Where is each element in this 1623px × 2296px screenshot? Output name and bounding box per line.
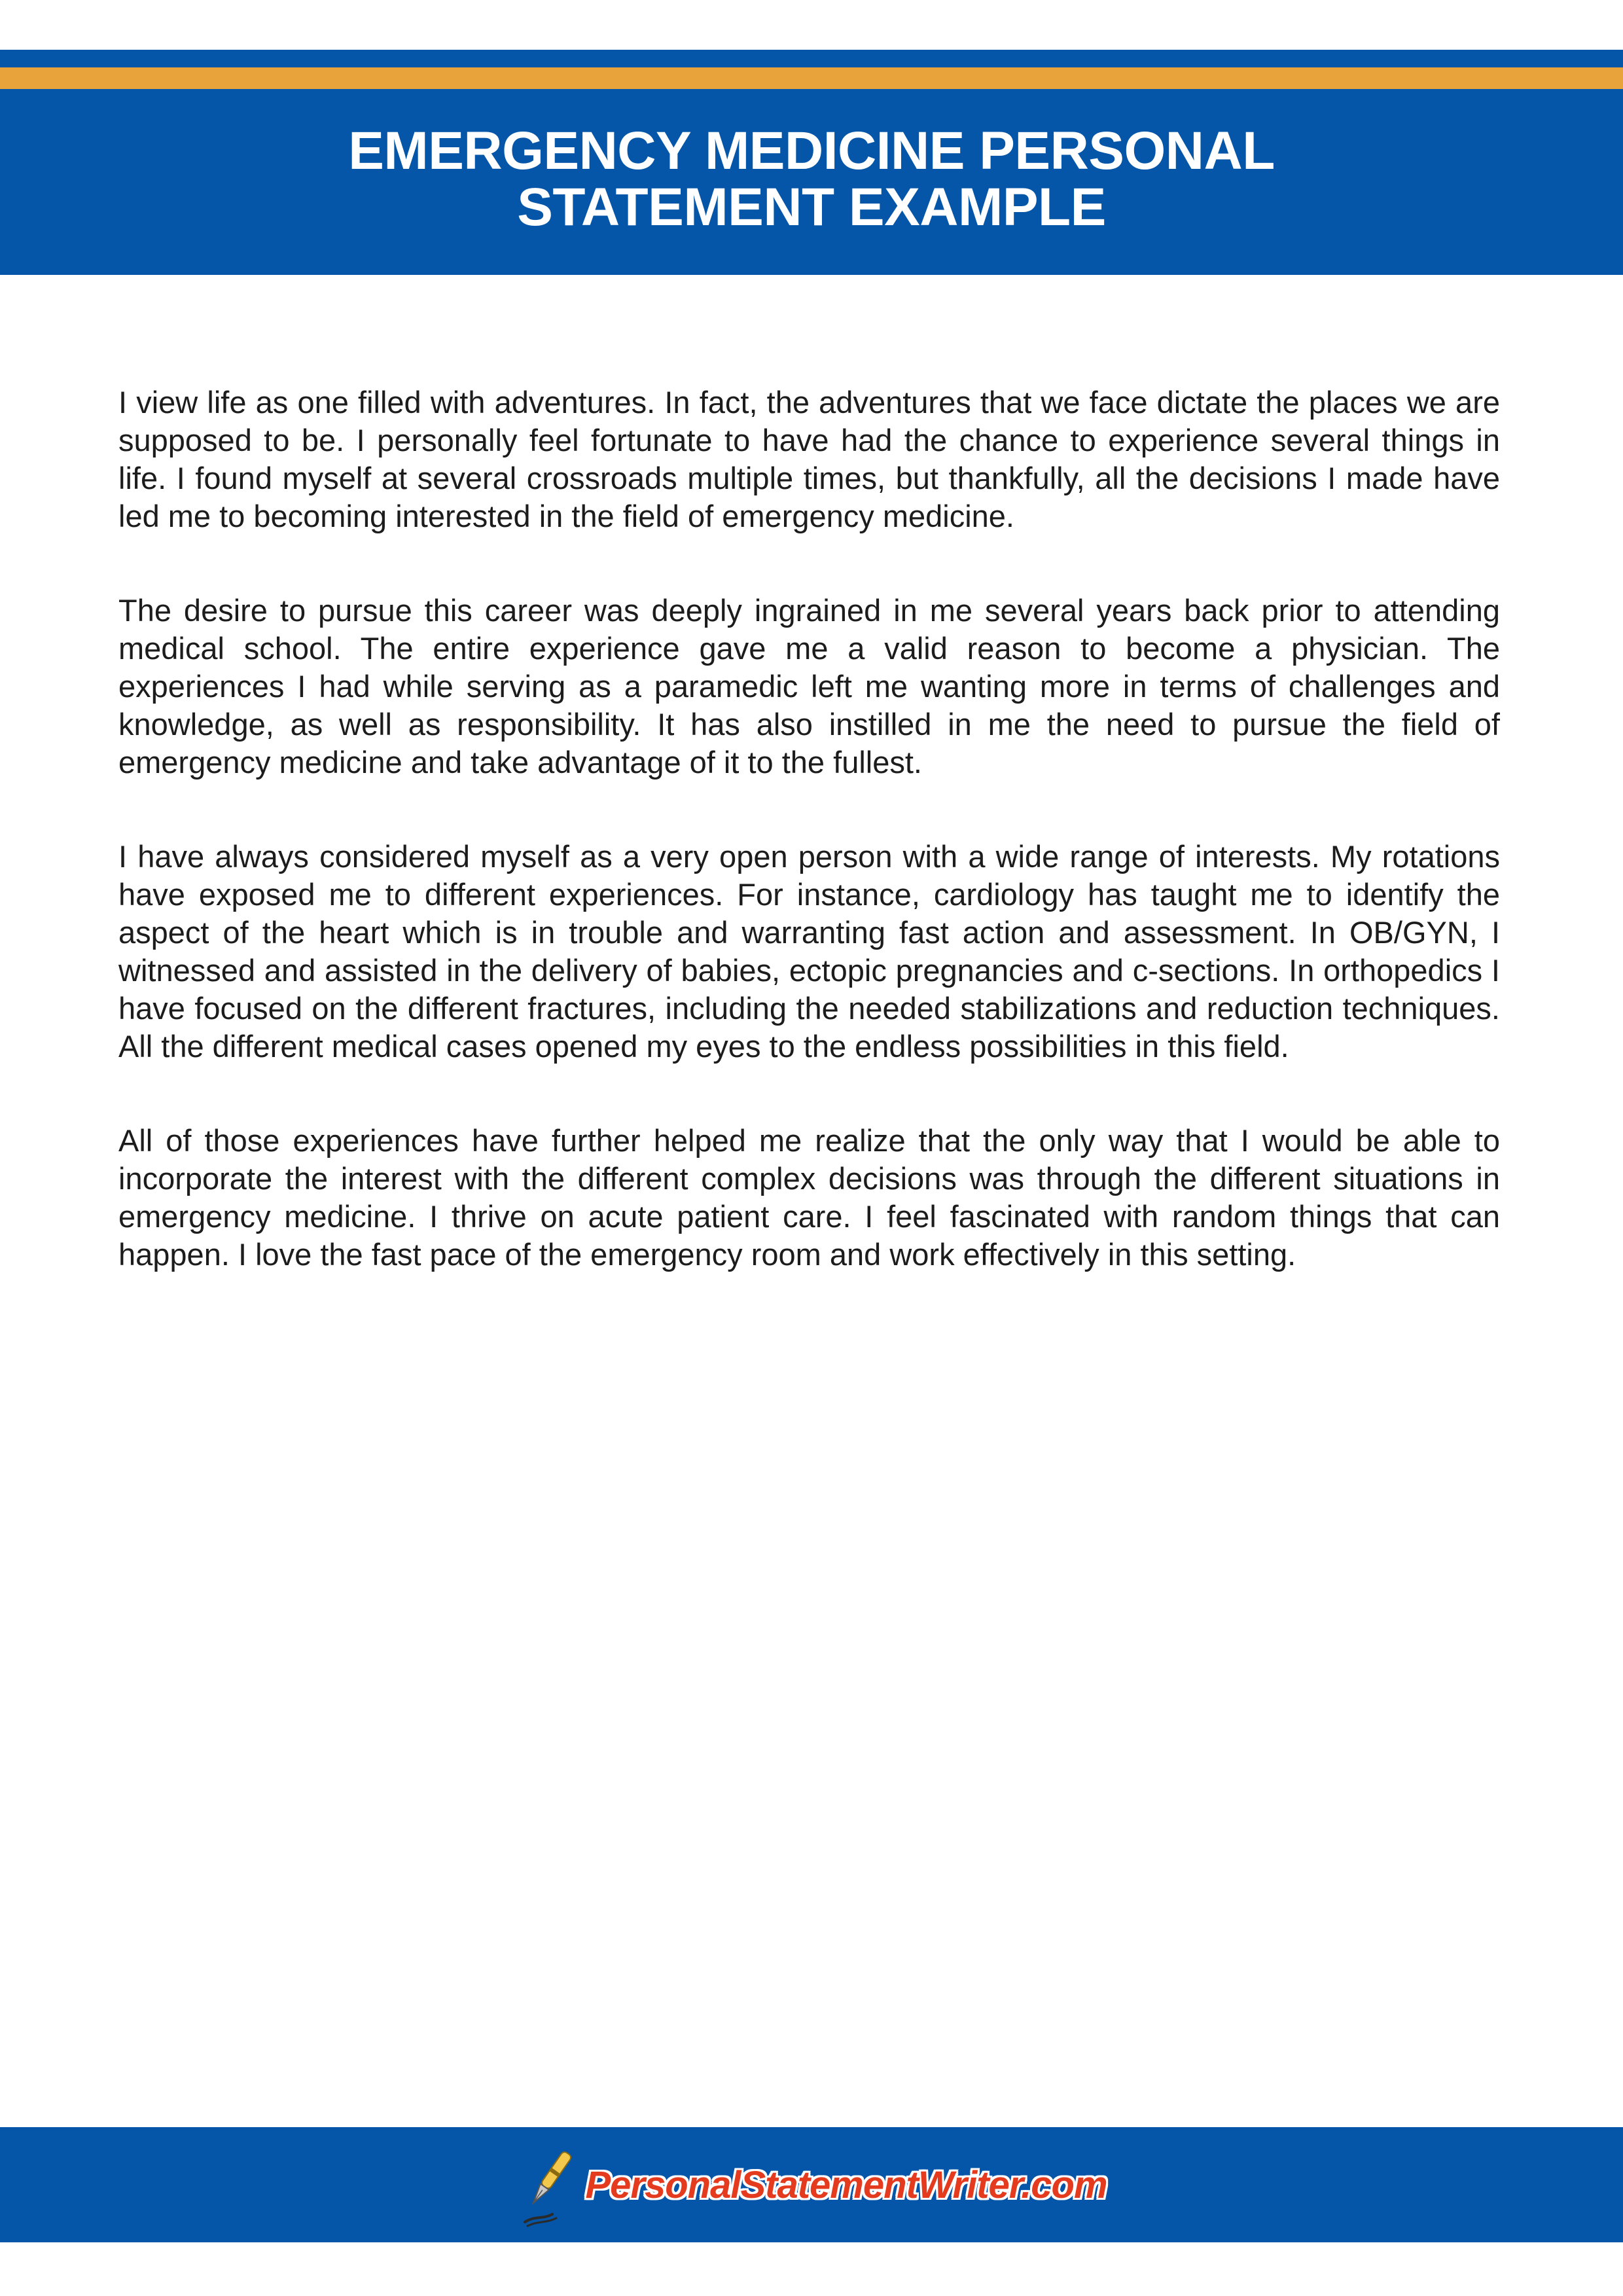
fountain-pen-icon	[516, 2142, 581, 2227]
paragraph-3: I have always considered myself as a very open person with a wide range of interests. My rotations have exposed me to different experiences. For instance, cardiology has taught me to identify the aspect of the heart which is in trouble and warranting fast action and assessment. In OB/GYN, I witnessed and assisted in the delivery of babies, ectopic pregnancies and c-sections. In orthopedics I have focused on the different fractures, including the needed stabilizations and reduction techniques. All the different medical cases opened my eyes to the endless possibilities in this field.	[118, 839, 1500, 1064]
paragraph-4: All of those experiences have further helped me realize that the only way that I would be able to incorporate the interest with the different complex decisions was through the different situations in emergency medicine. I thrive on acute patient care. I feel fascinated with random things that can happen. I love the fast pace of the emergency room and work effectively in this setting.	[118, 1123, 1500, 1272]
paragraph-2: The desire to pursue this career was deeply ingrained in me several years back prior to attending medical school. The entire experience gave me a valid reason to become a physician. The experiences I had while serving as a paramedic left me wanting more in terms of challenges and knowledge, as well as responsibility. It has also instilled in me the need to pursue the field of emergency medicine and take advantage of it to the fullest.	[118, 593, 1500, 780]
paragraph-1: I view life as one filled with adventures. In fact, the adventures that we face dictate the places we are supposed to be. I personally feel fortunate to have had the chance to experience several things in life. I found myself at several crossroads multiple times, but thankfully, all the decisions I made have led me to becoming interested in the field of emergency medicine.	[118, 385, 1500, 533]
footer-band	[0, 2127, 1623, 2242]
statement-body	[118, 384, 1500, 1330]
page-title-line-2: STATEMENT EXAMPLE	[517, 177, 1106, 237]
page-title	[0, 123, 1623, 236]
footer-logo[interactable]	[0, 2127, 1623, 2242]
page-title-line-1: EMERGENCY MEDICINE PERSONAL	[348, 121, 1275, 181]
header-accent-stripe	[0, 67, 1623, 89]
footer-logo-text: PersonalStatementWriter.com	[585, 2163, 1107, 2206]
